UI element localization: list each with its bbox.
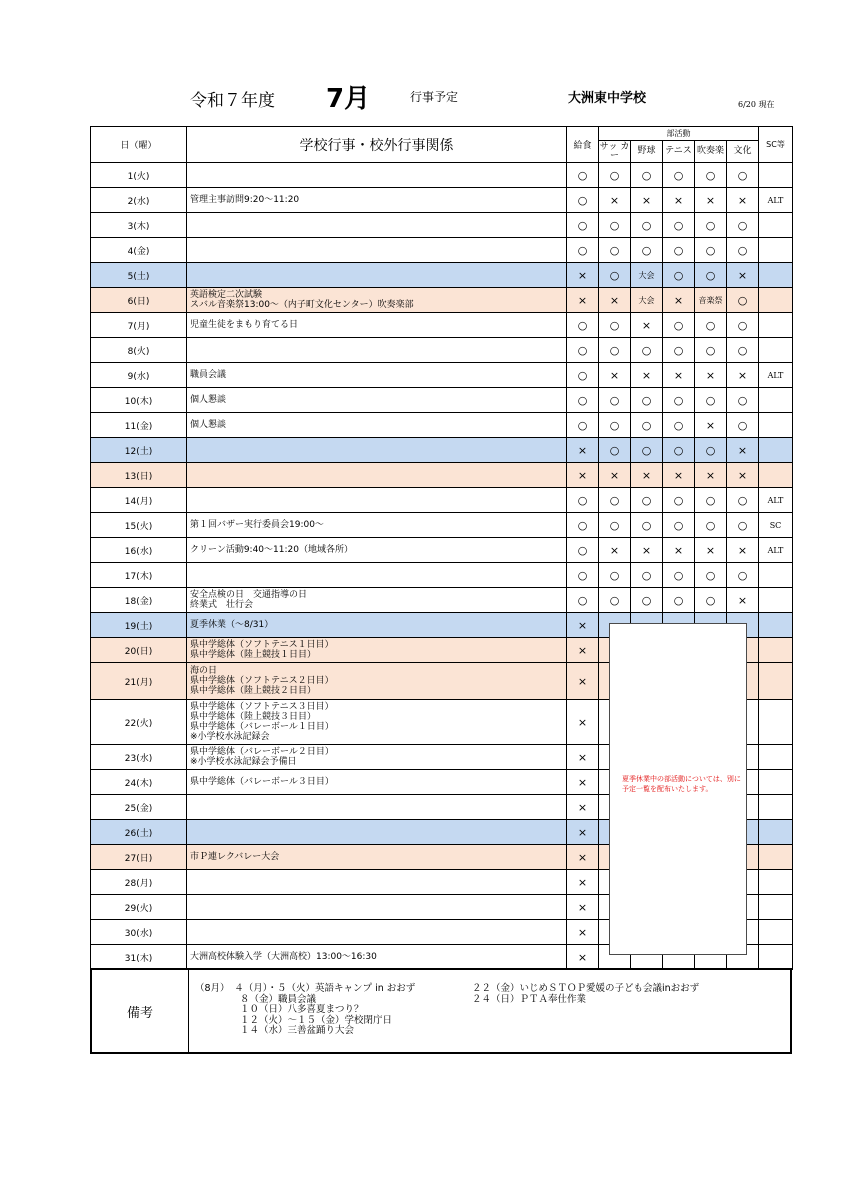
club-cell: × — [727, 438, 759, 463]
lunch-cell: ○ — [567, 363, 599, 388]
club-cell: ○ — [599, 313, 631, 338]
extra-cell — [759, 700, 793, 745]
lunch-cell: ○ — [567, 563, 599, 588]
header-brass-band: 吹奏楽 — [695, 141, 727, 163]
event-line: 県中学総体（陸上競技３日目） — [190, 712, 317, 722]
header-culture: 文化 — [727, 141, 759, 163]
club-cell: ○ — [631, 513, 663, 538]
club-cell: ○ — [663, 413, 695, 438]
lunch-cell: ○ — [567, 488, 599, 513]
club-cell: ○ — [631, 488, 663, 513]
events-cell — [187, 920, 567, 945]
event-line: 管理主事訪問9:20～11:20 — [190, 195, 300, 205]
club-cell: ○ — [727, 513, 759, 538]
lunch-cell: × — [567, 288, 599, 313]
club-cell: ○ — [599, 388, 631, 413]
club-cell: ○ — [695, 438, 727, 463]
extra-cell: ALT — [759, 188, 793, 213]
day-cell: 10(木) — [91, 388, 187, 413]
club-cell: ○ — [631, 588, 663, 613]
club-cell: × — [631, 538, 663, 563]
club-cell: ○ — [695, 313, 727, 338]
extra-cell — [759, 795, 793, 820]
events-cell — [187, 463, 567, 488]
events-cell — [187, 388, 567, 413]
club-cell: × — [727, 538, 759, 563]
summer-club-notice — [609, 623, 747, 955]
events-cell — [187, 588, 567, 613]
day-cell: 21(月) — [91, 663, 187, 700]
day-cell: 25(金) — [91, 795, 187, 820]
club-cell: × — [727, 188, 759, 213]
schedule-row — [91, 313, 793, 338]
lunch-cell: × — [567, 463, 599, 488]
month-title: 7月 — [326, 84, 371, 114]
event-line: 県中学総体（ソフトテニス２日目） — [190, 676, 334, 686]
day-cell: 23(水) — [91, 745, 187, 770]
remarks-line: １０（日）八多喜夏まつり？ — [240, 1004, 364, 1015]
header-soccer: サッ カー — [599, 141, 630, 161]
club-cell: ○ — [631, 438, 663, 463]
extra-cell — [759, 338, 793, 363]
header-sc: SC等 — [759, 127, 793, 163]
schedule-row — [91, 363, 793, 388]
club-cell: ○ — [599, 413, 631, 438]
lunch-cell: × — [567, 945, 599, 970]
summer-club-notice-text: 夏季休業中の部活動については、別に予定一覧を配布いたします。 — [622, 775, 741, 793]
club-cell: × — [695, 363, 727, 388]
club-cell: × — [695, 463, 727, 488]
club-cell: ○ — [663, 263, 695, 288]
remarks-line: ２２（金）いじめＳＴＯＰ愛媛の子ども会議inおおず — [472, 983, 700, 994]
event-line: スバル音楽祭13:00～（内子町文化センター）吹奏楽部 — [190, 300, 414, 310]
event-line: 県中学総体（バレーボール１日目） — [190, 722, 334, 732]
schedule-row — [91, 288, 793, 313]
club-cell: ○ — [631, 163, 663, 188]
extra-cell — [759, 163, 793, 188]
club-cell: ○ — [599, 338, 631, 363]
remarks-line: ８（金）職員会議 — [240, 994, 317, 1005]
remarks-line: １２（火）～１５（金）学校閉庁日 — [240, 1015, 393, 1026]
era-year: 令和７年度 — [190, 91, 275, 111]
events-cell — [187, 288, 567, 313]
extra-cell — [759, 238, 793, 263]
remarks-label: 備考 — [92, 970, 189, 1052]
events-cell — [187, 770, 567, 795]
club-cell: ○ — [727, 288, 759, 313]
events-cell — [187, 338, 567, 363]
club-cell: × — [695, 413, 727, 438]
extra-cell: SC — [759, 513, 793, 538]
club-cell: ○ — [599, 588, 631, 613]
event-line: 県中学総体（ソフトテニス１日目） — [190, 640, 334, 650]
event-line: 職員会議 — [190, 370, 227, 380]
club-cell: × — [631, 313, 663, 338]
schedule-row — [91, 163, 793, 188]
club-cell: ○ — [695, 388, 727, 413]
extra-cell: ALT — [759, 363, 793, 388]
event-line: 県中学総体（陸上競技２日目） — [190, 686, 317, 696]
lunch-cell: × — [567, 613, 599, 638]
club-cell: × — [663, 188, 695, 213]
events-cell — [187, 363, 567, 388]
club-cell: × — [727, 463, 759, 488]
day-cell: 27(日) — [91, 845, 187, 870]
extra-cell — [759, 945, 793, 970]
event-line: ※小学校水泳記録会 — [190, 732, 270, 742]
event-line: 第１回バザー実行委員会19:00～ — [190, 520, 324, 530]
extra-cell — [759, 563, 793, 588]
events-cell — [187, 870, 567, 895]
club-cell: × — [631, 463, 663, 488]
schedule-row — [91, 588, 793, 613]
schedule-row — [91, 213, 793, 238]
day-cell: 12(土) — [91, 438, 187, 463]
schedule-row — [91, 263, 793, 288]
club-cell: ○ — [663, 588, 695, 613]
club-cell: ○ — [663, 488, 695, 513]
club-cell: ○ — [631, 563, 663, 588]
lunch-cell: ○ — [567, 188, 599, 213]
events-cell — [187, 213, 567, 238]
club-cell: ○ — [599, 213, 631, 238]
day-cell: 15(火) — [91, 513, 187, 538]
extra-cell — [759, 313, 793, 338]
day-cell: 31(木) — [91, 945, 187, 970]
day-cell: 26(土) — [91, 820, 187, 845]
events-cell — [187, 745, 567, 770]
schedule-row — [91, 338, 793, 363]
club-cell: ○ — [695, 213, 727, 238]
event-line: 個人懇談 — [190, 420, 227, 430]
club-cell: × — [695, 538, 727, 563]
event-line: 県中学総体（ソフトテニス３日目） — [190, 702, 334, 712]
event-line: 市Ｐ連レクバレー大会 — [190, 852, 280, 862]
club-cell: × — [727, 363, 759, 388]
schedule-row — [91, 538, 793, 563]
events-cell — [187, 438, 567, 463]
club-cell: ○ — [727, 163, 759, 188]
club-cell: ○ — [727, 213, 759, 238]
remarks-line: １４（水）三善盆踊り大会 — [240, 1025, 355, 1036]
remarks-line: （8月） ４（月）・５（火）英語キャンプ in おおず — [195, 983, 416, 994]
events-cell — [187, 613, 567, 638]
events-cell — [187, 638, 567, 663]
club-cell: × — [599, 538, 631, 563]
day-cell: 8(火) — [91, 338, 187, 363]
club-cell: ○ — [695, 513, 727, 538]
day-cell: 3(木) — [91, 213, 187, 238]
events-cell — [187, 663, 567, 700]
club-cell: ○ — [663, 338, 695, 363]
extra-cell — [759, 263, 793, 288]
lunch-cell: ○ — [567, 588, 599, 613]
events-cell — [187, 945, 567, 970]
schedule-row — [91, 513, 793, 538]
events-cell — [187, 563, 567, 588]
club-cell: ○ — [727, 413, 759, 438]
header-events: 学校行事・校外行事関係 — [187, 127, 567, 163]
club-cell: × — [599, 188, 631, 213]
schedule-row — [91, 438, 793, 463]
day-cell: 16(水) — [91, 538, 187, 563]
extra-cell — [759, 288, 793, 313]
document-type: 行事予定 — [410, 90, 459, 104]
events-cell — [187, 313, 567, 338]
extra-cell — [759, 213, 793, 238]
club-cell: ○ — [663, 313, 695, 338]
events-cell — [187, 820, 567, 845]
club-cell: × — [727, 263, 759, 288]
events-cell — [187, 488, 567, 513]
lunch-cell: ○ — [567, 338, 599, 363]
lunch-cell: ○ — [567, 163, 599, 188]
club-cell: ○ — [695, 163, 727, 188]
lunch-cell: × — [567, 770, 599, 795]
event-line: 大洲高校体験入学（大洲高校）13:00～16:30 — [190, 952, 377, 962]
event-line: 県中学総体（陸上競技１日目） — [190, 650, 317, 660]
club-cell: 音楽祭 — [695, 288, 727, 313]
club-cell: ○ — [727, 338, 759, 363]
lunch-cell: × — [567, 870, 599, 895]
lunch-cell: × — [567, 895, 599, 920]
day-cell: 9(水) — [91, 363, 187, 388]
day-cell: 24(木) — [91, 770, 187, 795]
lunch-cell: ○ — [567, 213, 599, 238]
lunch-cell: × — [567, 745, 599, 770]
header-baseball: 野球 — [631, 141, 663, 163]
day-cell: 28(月) — [91, 870, 187, 895]
club-cell: × — [727, 588, 759, 613]
lunch-cell: × — [567, 638, 599, 663]
lunch-cell: ○ — [567, 513, 599, 538]
club-cell: ○ — [663, 238, 695, 263]
lunch-cell: ○ — [567, 538, 599, 563]
events-cell — [187, 538, 567, 563]
club-cell: × — [599, 363, 631, 388]
club-cell: ○ — [599, 513, 631, 538]
lunch-cell: × — [567, 663, 599, 700]
club-cell: ○ — [727, 488, 759, 513]
club-cell: ○ — [727, 238, 759, 263]
day-cell: 1(火) — [91, 163, 187, 188]
schedule-row — [91, 238, 793, 263]
club-cell: × — [631, 363, 663, 388]
day-cell: 6(日) — [91, 288, 187, 313]
schedule-row — [91, 388, 793, 413]
event-line: 海の日 — [190, 666, 218, 676]
header-club-activities: 部活動 — [599, 127, 759, 141]
day-cell: 18(金) — [91, 588, 187, 613]
day-cell: 4(金) — [91, 238, 187, 263]
extra-cell: ALT — [759, 488, 793, 513]
club-cell: × — [599, 463, 631, 488]
club-cell: ○ — [695, 488, 727, 513]
club-cell: ○ — [599, 488, 631, 513]
schedule-row — [91, 463, 793, 488]
lunch-cell: × — [567, 700, 599, 745]
day-cell: 5(土) — [91, 263, 187, 288]
club-cell: ○ — [663, 438, 695, 463]
remarks-section — [90, 968, 792, 1054]
club-cell: ○ — [631, 413, 663, 438]
extra-cell — [759, 663, 793, 700]
extra-cell — [759, 463, 793, 488]
club-cell: × — [599, 288, 631, 313]
day-cell: 30(水) — [91, 920, 187, 945]
club-cell: ○ — [663, 163, 695, 188]
club-cell: 大会 — [631, 263, 663, 288]
club-cell: ○ — [599, 263, 631, 288]
header-tennis: テニス — [663, 141, 695, 163]
club-cell: ○ — [695, 588, 727, 613]
extra-cell — [759, 388, 793, 413]
day-cell: 7(月) — [91, 313, 187, 338]
events-cell — [187, 700, 567, 745]
club-cell: ○ — [599, 438, 631, 463]
day-cell: 20(日) — [91, 638, 187, 663]
event-line: クリーン活動9:40～11:20（地域各所） — [190, 545, 353, 555]
day-cell: 11(金) — [91, 413, 187, 438]
club-cell: ○ — [599, 238, 631, 263]
event-line: 県中学総体（バレーボール２日目） — [190, 747, 334, 757]
extra-cell — [759, 920, 793, 945]
club-cell: ○ — [695, 338, 727, 363]
extra-cell — [759, 845, 793, 870]
club-cell: ○ — [663, 513, 695, 538]
extra-cell — [759, 820, 793, 845]
club-cell: × — [663, 538, 695, 563]
club-cell: ○ — [663, 388, 695, 413]
events-cell — [187, 188, 567, 213]
club-cell: × — [695, 188, 727, 213]
lunch-cell: × — [567, 820, 599, 845]
event-line: 英語検定二次試験 — [190, 290, 263, 300]
schedule-row — [91, 413, 793, 438]
event-line: 個人懇談 — [190, 395, 227, 405]
events-cell — [187, 263, 567, 288]
club-cell: ○ — [599, 163, 631, 188]
as-of-date: 6/20 現在 — [738, 100, 775, 109]
events-cell — [187, 895, 567, 920]
extra-cell — [759, 870, 793, 895]
club-cell: ○ — [727, 313, 759, 338]
events-cell — [187, 845, 567, 870]
lunch-cell: × — [567, 438, 599, 463]
extra-cell: ALT — [759, 538, 793, 563]
lunch-cell: ○ — [567, 413, 599, 438]
club-cell: ○ — [663, 563, 695, 588]
day-cell: 2(水) — [91, 188, 187, 213]
extra-cell — [759, 895, 793, 920]
day-cell: 19(土) — [91, 613, 187, 638]
club-cell: ○ — [727, 388, 759, 413]
header-lunch: 給食 — [567, 127, 599, 163]
day-cell: 22(火) — [91, 700, 187, 745]
club-cell: ○ — [631, 388, 663, 413]
day-cell: 14(月) — [91, 488, 187, 513]
club-cell: ○ — [663, 213, 695, 238]
event-line: 児童生徒をまもり育てる日 — [190, 320, 299, 330]
club-cell: × — [663, 363, 695, 388]
extra-cell — [759, 588, 793, 613]
events-cell — [187, 513, 567, 538]
extra-cell — [759, 613, 793, 638]
extra-cell — [759, 438, 793, 463]
lunch-cell: ○ — [567, 238, 599, 263]
school-name: 大洲東中学校 — [568, 91, 647, 106]
club-cell: ○ — [631, 338, 663, 363]
club-cell: × — [663, 288, 695, 313]
club-cell: ○ — [599, 563, 631, 588]
extra-cell — [759, 413, 793, 438]
club-cell: 大会 — [631, 288, 663, 313]
remarks-line: ２４（日）ＰＴＡ奉仕作業 — [472, 994, 587, 1005]
event-line: ※小学校水泳記録会予備日 — [190, 757, 297, 767]
header-day: 日（曜） — [91, 127, 187, 163]
events-cell — [187, 238, 567, 263]
event-line: 県中学総体（バレーボール３日目） — [190, 777, 334, 787]
lunch-cell: ○ — [567, 388, 599, 413]
day-cell: 29(火) — [91, 895, 187, 920]
lunch-cell: × — [567, 795, 599, 820]
club-cell: ○ — [631, 213, 663, 238]
events-cell — [187, 413, 567, 438]
day-cell: 17(木) — [91, 563, 187, 588]
club-cell: ○ — [695, 563, 727, 588]
club-cell: ○ — [695, 238, 727, 263]
club-cell: ○ — [727, 563, 759, 588]
event-line: 夏季休業（～8/31） — [190, 620, 274, 630]
day-cell: 13(日) — [91, 463, 187, 488]
schedule-row — [91, 488, 793, 513]
club-cell: ○ — [695, 263, 727, 288]
events-cell — [187, 795, 567, 820]
club-cell: × — [663, 463, 695, 488]
event-line: 安全点検の日 交通指導の日 — [190, 590, 308, 600]
club-cell: × — [631, 188, 663, 213]
extra-cell — [759, 638, 793, 663]
lunch-cell: ○ — [567, 313, 599, 338]
schedule-row — [91, 188, 793, 213]
club-cell: ○ — [631, 238, 663, 263]
lunch-cell: × — [567, 920, 599, 945]
extra-cell — [759, 770, 793, 795]
extra-cell — [759, 745, 793, 770]
lunch-cell: × — [567, 845, 599, 870]
events-cell — [187, 163, 567, 188]
schedule-row — [91, 563, 793, 588]
lunch-cell: × — [567, 263, 599, 288]
event-line: 終業式 壮行会 — [190, 600, 254, 610]
